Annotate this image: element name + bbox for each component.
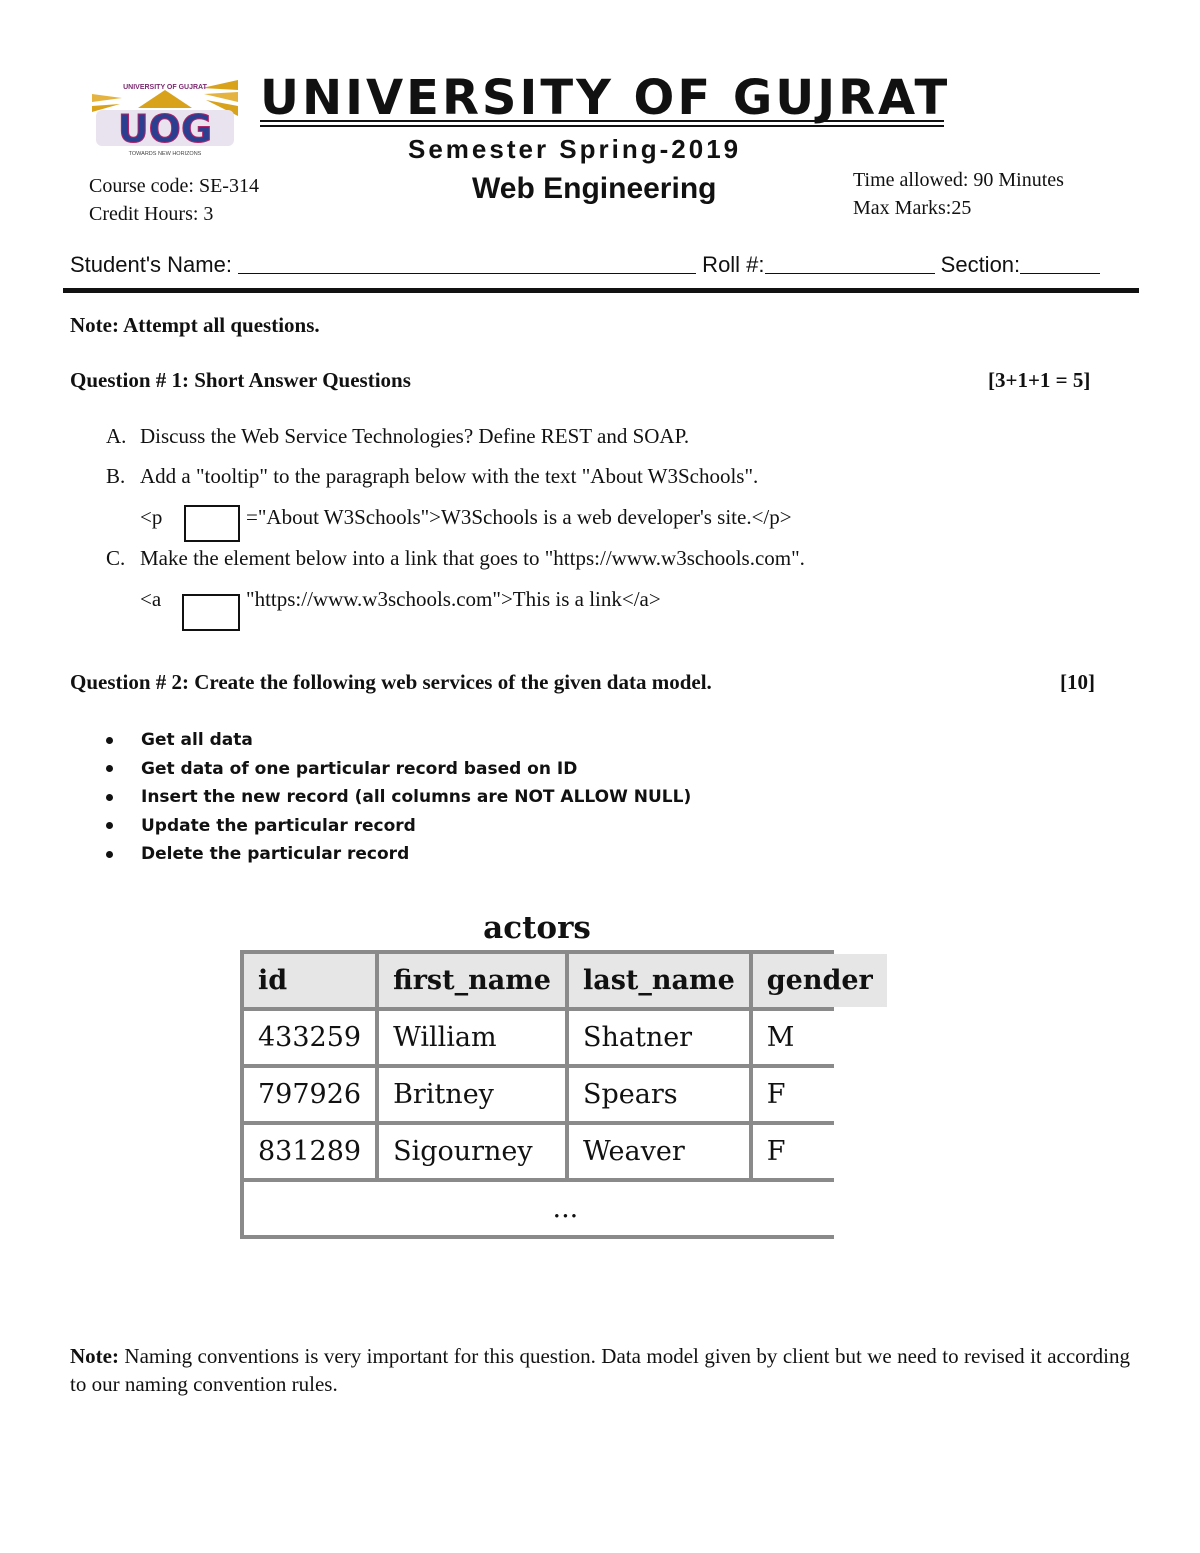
- exam-info: [853, 166, 1064, 222]
- max-marks: Max Marks:25: [853, 197, 972, 219]
- instructions-note: Note: Attempt all questions.: [70, 313, 320, 337]
- item-text: Add a "tooltip" to the paragraph below with the text "About W3Schools".: [140, 464, 759, 488]
- time-allowed: Time allowed: 90 Minutes: [853, 169, 1064, 191]
- course-info: [89, 172, 259, 228]
- question-2-bullet-list: [106, 726, 691, 869]
- item-label: C.: [106, 546, 126, 570]
- table-cell: Sigourney: [379, 1125, 565, 1178]
- item-label: A.: [106, 424, 127, 448]
- header-divider: [63, 288, 1139, 293]
- table-cell: 433259: [244, 1011, 375, 1064]
- table-row-ellipsis: [244, 1182, 887, 1235]
- university-title: UNIVERSITY OF GUJRAT: [260, 70, 951, 126]
- code-c-prefix: <a: [140, 587, 162, 611]
- logo-top-text: UNIVERSITY OF GUJRAT: [123, 84, 207, 91]
- table-row: [244, 1068, 887, 1121]
- section-blank[interactable]: [1020, 253, 1100, 274]
- header-cell: id: [244, 954, 375, 1007]
- question-1-item-c: [106, 546, 805, 571]
- bullet-icon: [106, 765, 113, 772]
- bullet-text: Delete the particular record: [141, 844, 410, 864]
- actors-table-frame: [240, 950, 873, 1239]
- student-name-label: Student's Name:: [70, 252, 239, 277]
- header-cell: last_name: [569, 954, 749, 1007]
- note-label: Note:: [70, 1344, 119, 1368]
- subject-title: Web Engineering: [472, 172, 717, 205]
- table-cell: F: [753, 1125, 887, 1178]
- actors-table: [240, 950, 891, 1239]
- bullet-text: Get data of one particular record based on ID: [141, 758, 578, 779]
- list-item: [106, 840, 691, 869]
- answer-box-b[interactable]: [184, 505, 240, 542]
- code-b-suffix: ="About W3Schools">W3Schools is a web developer's site.</p>: [246, 505, 792, 529]
- student-info-line: [70, 252, 1140, 278]
- code-b-prefix: <p: [140, 505, 163, 529]
- table-cell: 797926: [244, 1068, 375, 1121]
- question-1-item-b: [106, 464, 758, 489]
- table-cell: Spears: [569, 1068, 749, 1121]
- table-cell: M: [753, 1011, 887, 1064]
- header-cell: gender: [753, 954, 887, 1007]
- question-2-marks: [10]: [1060, 670, 1095, 694]
- item-text: Make the element below into a link that goes to "https://www.w3schools.com".: [140, 546, 805, 570]
- table-cell: William: [379, 1011, 565, 1064]
- header-cell: first_name: [379, 954, 565, 1007]
- table-cell: 831289: [244, 1125, 375, 1178]
- table-cell: F: [753, 1068, 887, 1121]
- table-header-row: [244, 954, 887, 1007]
- logo-letters: UOG: [117, 107, 213, 151]
- table-cell: Britney: [379, 1068, 565, 1121]
- question-1-title: Question # 1: Short Answer Questions: [70, 368, 411, 392]
- item-label: B.: [106, 464, 126, 488]
- list-item: [106, 783, 691, 812]
- table-title: actors: [483, 910, 591, 946]
- logo-tagline: TOWARDS NEW HORIZONS: [128, 151, 202, 157]
- bullet-text: Insert the new record (all columns are NOT ALLOW NULL): [141, 787, 692, 807]
- credit-hours: Credit Hours: 3: [89, 203, 214, 225]
- answer-box-c[interactable]: [182, 594, 240, 631]
- student-name-blank[interactable]: [238, 253, 696, 274]
- question-2-title: Question # 2: Create the following web services of the given data model.: [70, 670, 712, 694]
- bullet-icon: [106, 822, 113, 829]
- code-c-suffix: "https://www.w3schools.com">This is a link</a>: [246, 587, 661, 611]
- list-item: [106, 812, 691, 841]
- section-label: Section:: [934, 252, 1021, 277]
- table-cell: Weaver: [569, 1125, 749, 1178]
- title-rule-upper: [260, 120, 944, 122]
- list-item: [106, 726, 691, 755]
- semester-label: Semester Spring-2019: [408, 134, 742, 164]
- bullet-text: Get all data: [141, 730, 253, 750]
- bullet-icon: [106, 851, 113, 858]
- bullet-icon: [106, 794, 113, 801]
- bullet-text: Update the particular record: [141, 815, 416, 836]
- note-text: Naming conventions is very important for this question. Data model given by client but we need to revised it according to our naming convention rules.: [70, 1344, 1130, 1396]
- question-1-item-a: [106, 424, 689, 449]
- table-cell: Shatner: [569, 1011, 749, 1064]
- roll-label: Roll #:: [696, 252, 765, 277]
- item-text: Discuss the Web Service Technologies? Define REST and SOAP.: [140, 424, 690, 448]
- question-1-marks: [3+1+1 = 5]: [988, 368, 1091, 392]
- roll-blank[interactable]: [765, 253, 935, 274]
- table-row: [244, 1125, 887, 1178]
- university-logo: [92, 80, 238, 158]
- title-rule-lower: [260, 125, 944, 127]
- ellipsis-cell: ...: [244, 1182, 887, 1235]
- table-row: [244, 1011, 887, 1064]
- bullet-icon: [106, 737, 113, 744]
- naming-note: [70, 1342, 1130, 1398]
- list-item: [106, 755, 691, 784]
- course-code: Course code: SE-314: [89, 175, 259, 197]
